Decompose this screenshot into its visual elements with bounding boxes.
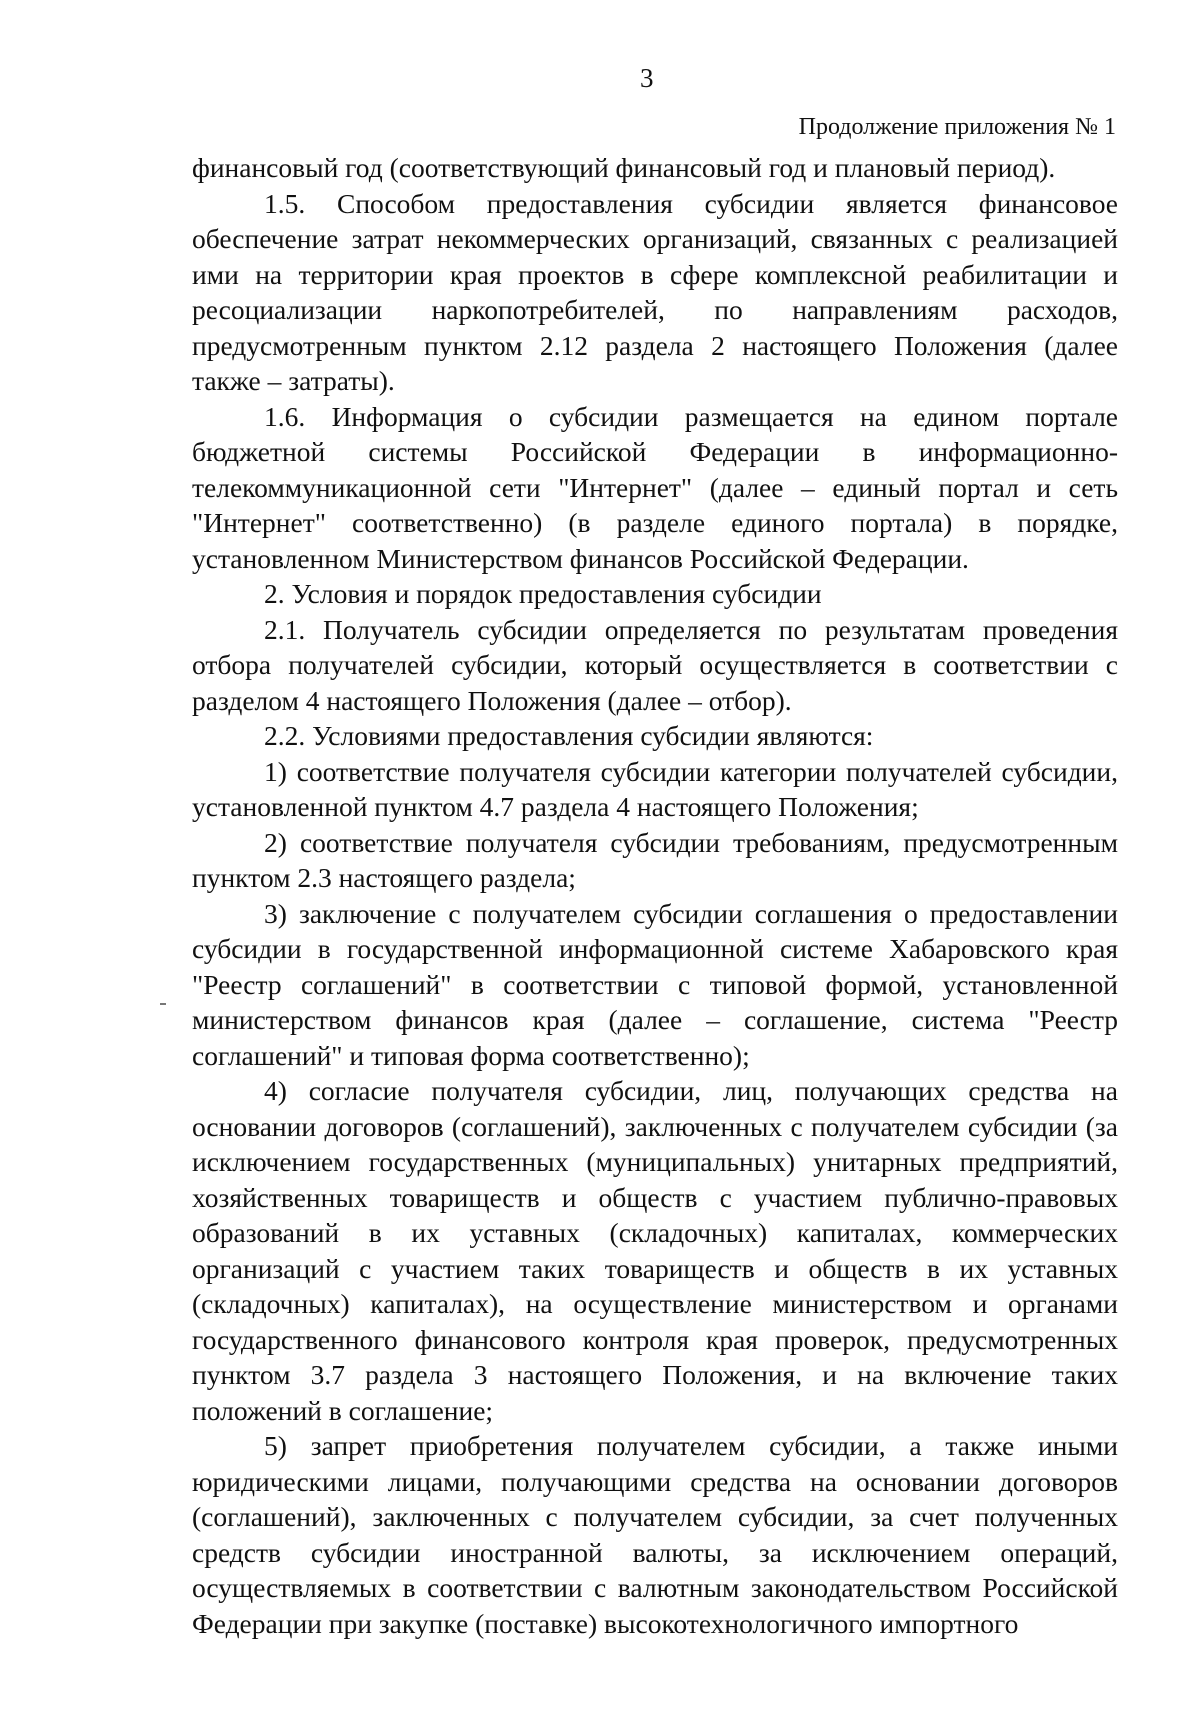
- appendix-note: Продолжение приложения № 1: [798, 114, 1116, 140]
- list-item-3: 3) заключение с получателем субсидии соглашения о предоставлении субсидии в государственной информационной системе Хабаровского края "Реестр соглашений" в соответствии с типовой формой, установленной министерством финансов края (далее – соглашение, система "Реестр соглашений" и типовая форма соответственно);: [192, 897, 1118, 1071]
- paragraph-1-5: 1.5. Способом предоставления субсидии является финансовое обеспечение затрат некоммерческих организаций, связанных с реализацией ими на территории края проектов в сфере комплексной реабилитации и ресоциализации наркопотребителей, по направлениям расходов, предусмотренным пунктом 2.12 раздела 2 настоящего Положения (далее также – затраты).: [192, 187, 1118, 396]
- page-number: 3: [640, 63, 654, 93]
- paragraph-1-6: 1.6. Информация о субсидии размещается на едином портале бюджетной системы Российской Федерации в информационно-телекоммуникационной сети "Интернет" (далее – единый портал и сеть "Интернет" соответственно) (в разделе единого портала) в порядке, установленном Министерством финансов Российской Федерации.: [192, 400, 1118, 574]
- paragraph-2-1: 2.1. Получатель субсидии определяется по результатам проведения отбора получателей субсидии, который осуществляется в соответствии с разделом 4 настоящего Положения (далее – отбор).: [192, 613, 1118, 716]
- list-item-1: 1) соответствие получателя субсидии категории получателей субсидии, установленной пунктом 4.7 раздела 4 настоящего Положения;: [192, 755, 1118, 822]
- list-item-2: 2) соответствие получателя субсидии требованиям, предусмотренным пунктом 2.3 настоящего раздела;: [192, 826, 1118, 893]
- document-body: [192, 150, 1118, 1641]
- list-item-5: 5) запрет приобретения получателем субсидии, а также иными юридическими лицами, получающими средства на основании договоров (соглашений), заключенных с получателем субсидии, за счет полученных средств субсидии иностранной валюты, за исключением операций, осуществляемых в соответствии с валютным законодательством Российской Федерации при закупке (поставке) высокотехнологичного импортного: [192, 1430, 1118, 1639]
- scan-mark: [160, 1003, 166, 1005]
- list-item-4: 4) согласие получателя субсидии, лиц, получающих средства на основании договоров (соглашений), заключенных с получателем субсидии (за исключением государственных (муниципальных) унитарных предприятий, хозяйственных товариществ и обществ с участием публично-правовых образований в их уставных (складочных) капиталах, коммерческих организаций с участием таких товариществ и обществ в их уставных (складочных) капиталах), на осуществление министерством и органами государственного финансового контроля края проверок, предусмотренных пунктом 3.7 раздела 3 настоящего Положения, и на включение таких положений в соглашение;: [192, 1075, 1118, 1426]
- paragraph-2-2: 2.2. Условиями предоставления субсидии являются:: [264, 720, 874, 751]
- paragraph-intro: финансовый год (соответствующий финансовый год и плановый период).: [192, 152, 1056, 183]
- section-2-heading: 2. Условия и порядок предоставления субсидии: [264, 578, 822, 609]
